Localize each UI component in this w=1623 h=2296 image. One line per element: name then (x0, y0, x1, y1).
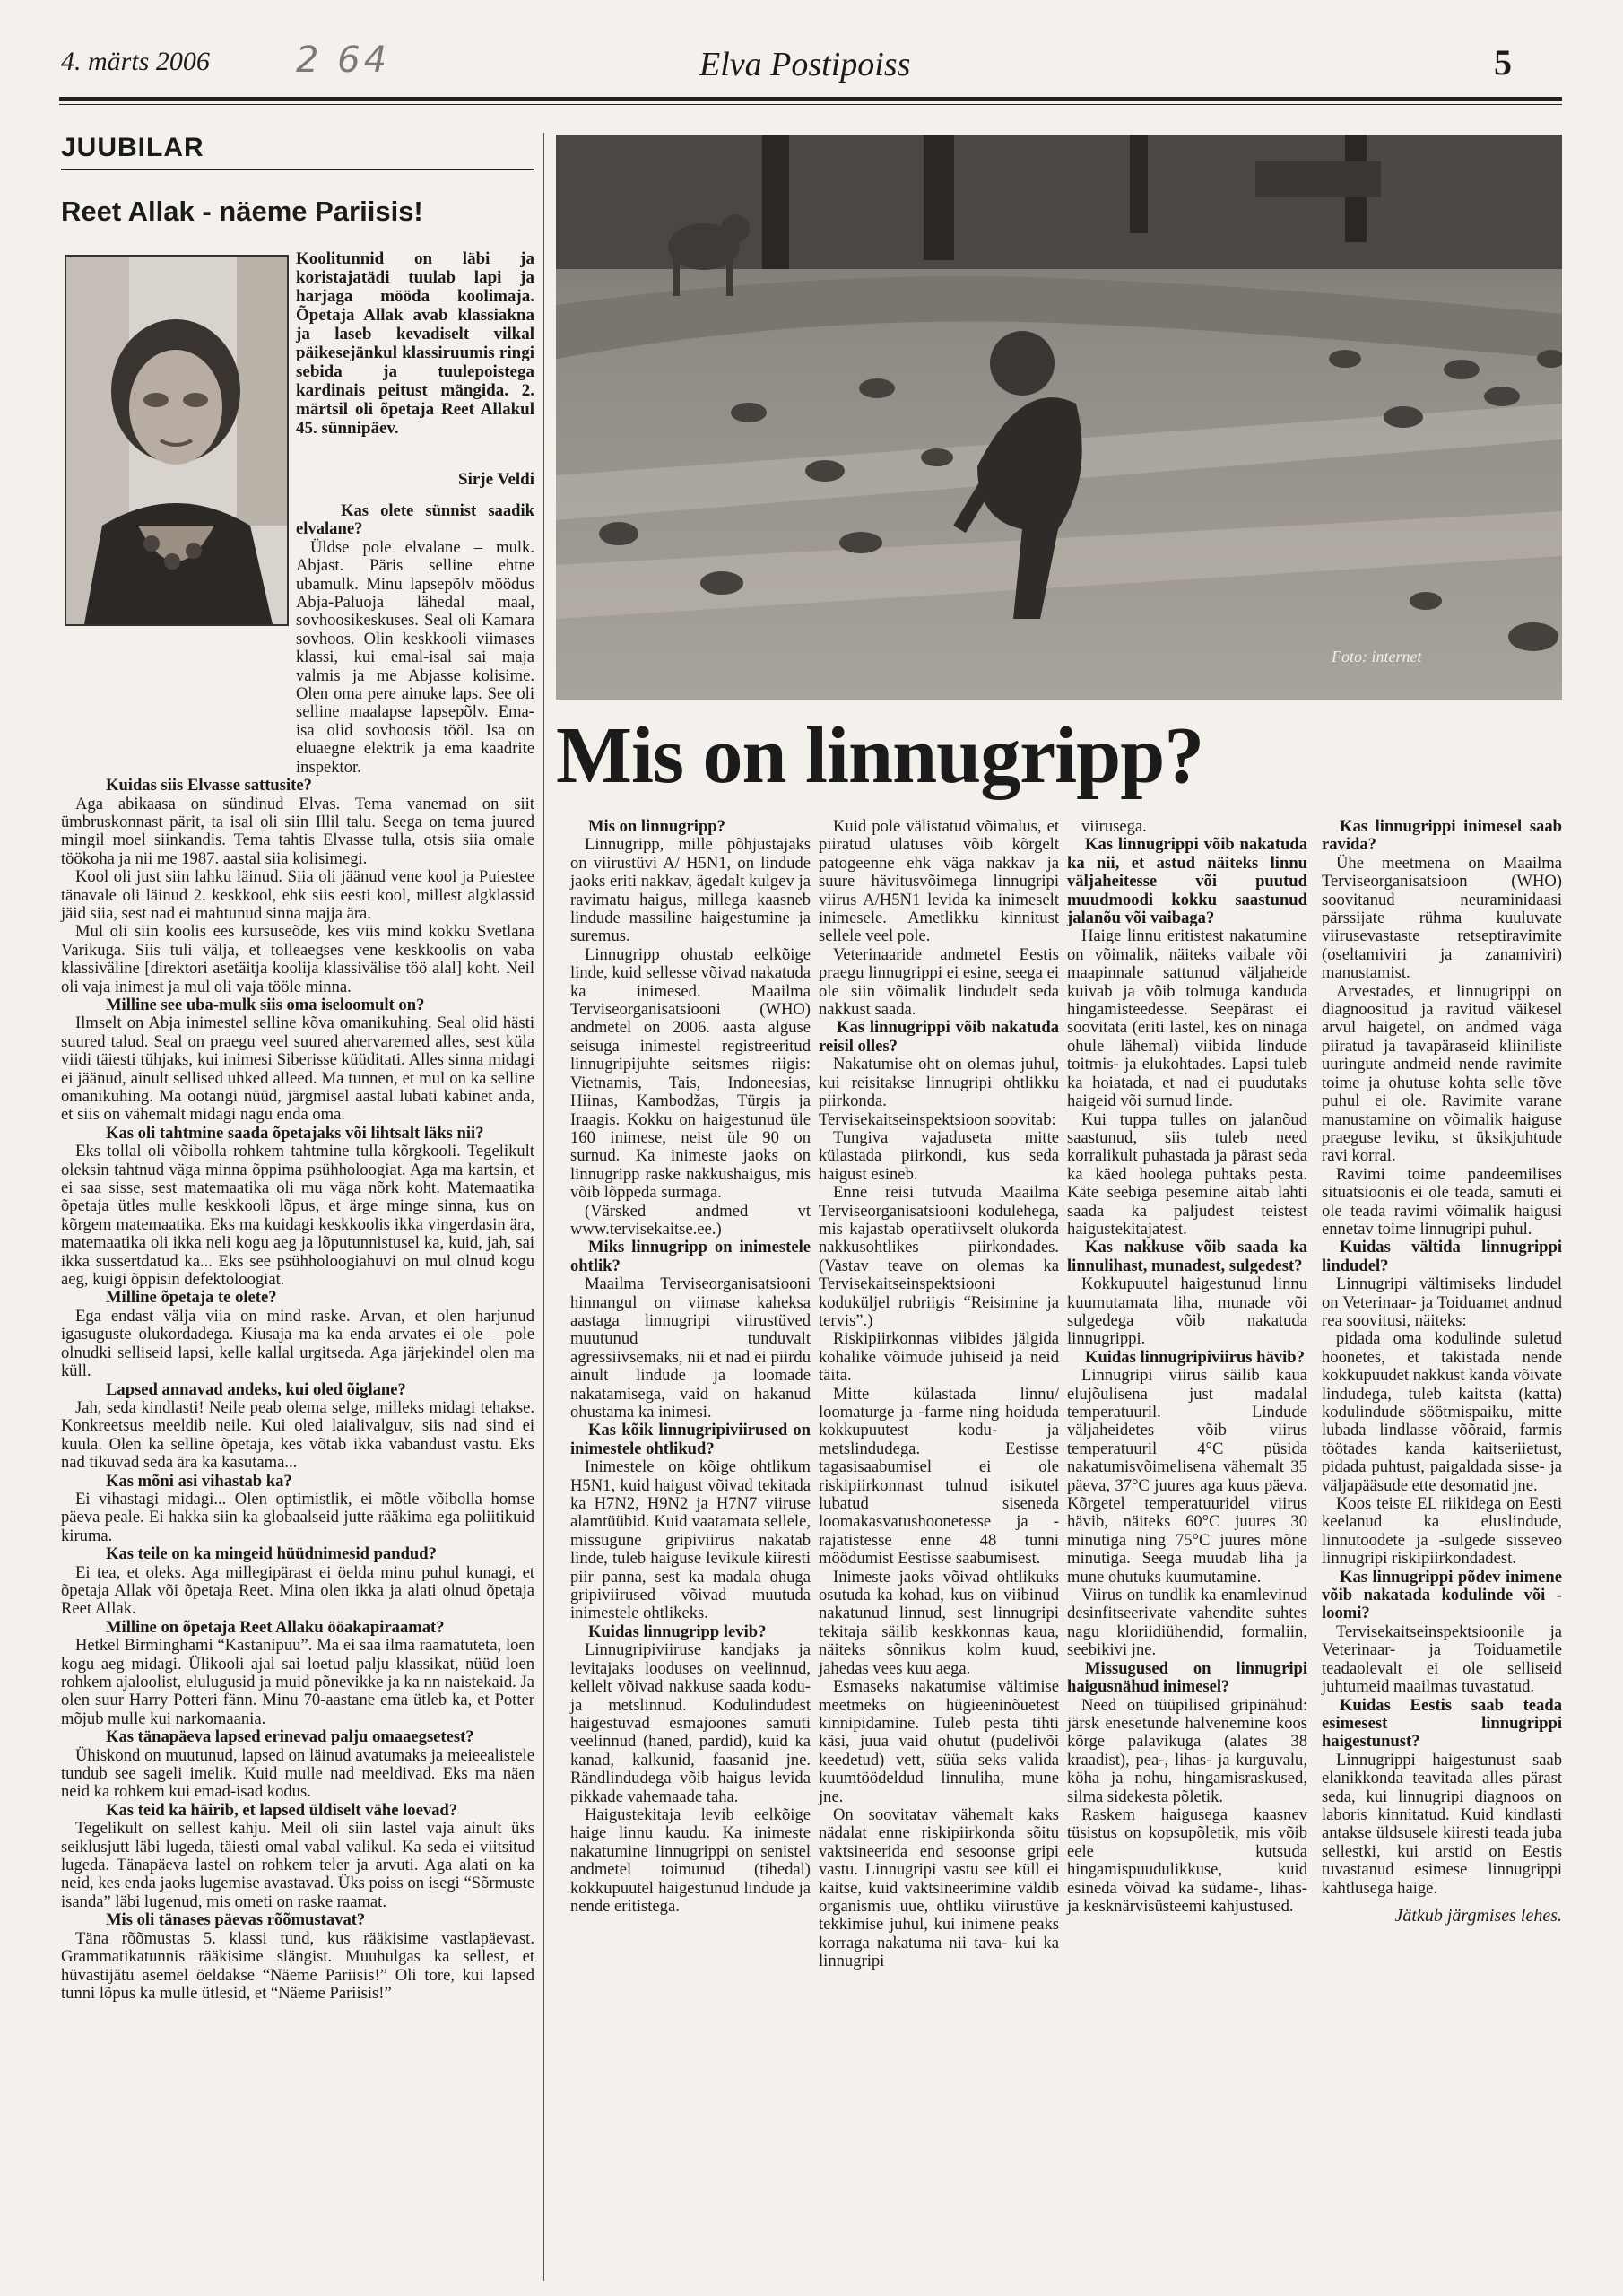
article-paragraph: viirusega. (1081, 817, 1147, 836)
interview-answer: Kool oli just siin lahku läinud. Siia oli jäänud vene kool ja Puiestee tänavale oli läinud 2. keskkool, ehk siis eesti kool, millest algklassid jäid siia, sest nad ei mahtunud sinna majja ära. (61, 867, 534, 923)
article-paragraph: Esmaseks nakatumise vältimise meetmeks on hügieeninõuetest kinnipidamine. Tuleb pesta tihti käsi, juua vaid ohutut (pudelivõi keedetud) vett, süüa seks valida kuumtöödeldud linnuliha, mune jne. (819, 1677, 1059, 1806)
pigeons-photo-icon (556, 135, 1562, 700)
article-paragraph: Mitte külastada linnu/ loomaturge ja -farme ning hoiduda kokkupuutest kodu- ja metslindudega. Eestisse tagasisaabumisel ei ole riskipiirkonnast tulnud isikutel lubatud sisenedа loomakasvatushoonetesse ja -rajatistesse enne 48 tunni möödumist Eestisse saabumisest. (819, 1384, 1059, 1569)
article-subheading: Mis on linnugripp? (588, 817, 725, 836)
section-rule (61, 169, 534, 170)
article-paragraph: On soovitatav vähemalt kaks nädalat enne riskipiirkonda sõitu vaktsineerida end sesoonse gripi vastu. Linnugripi vastu see küll ei kaitse, kuid vaktsineerimine väldib organismis uue, ohtliku viirustüve tekkimise juhul, kui inimene peaks korraga nakatuma nii tava- kui ka linnugripi (819, 1805, 1059, 1971)
article-column-2 (819, 818, 1059, 1971)
article-paragraph: Raskem haigusega kaasnev tüsistus on kopsupõletik, mis võib eele kutsuda hingamispuudulikkuse, kuid esineda võivad ka südame-, lihas- ja kesknärvisüsteemi kahjustused. (1067, 1805, 1307, 1916)
interview-answer: Ilmselt on Abja inimestel selline kõva omanikuhing. Seal olid hästi suured talud. Seal on praegu veel suured ahervaremed alles, sest küla viidi täiesti tühjaks, kui inimesi Siberisse küüditati. Alles sinna midagi ei jäänud, ainult sellised uhked alleed. Ma tunnen, et mul on ka selline omanikuhing. Ma ootangi nüüd, järgmisel aastal lubati kabinet anda, et siis on vähemalt midagi nagu enda oma. (61, 1013, 534, 1125)
interview-answer: Eks tollal oli võibolla rohkem tahtmine tulla kõrgkooli. Tegelikult oleksin tahtnud väga minna õppima psühholoogiat. Aga ma kartsin, et ei saa sisse, sest matemaatika oli mu väga nõrk koht. Matemaatika õpetaja ütles mulle keskkooli lõpus, et ärge minge sinna, kus on kõrgem matemaatika. Eks ma kuidagi keskkoolis ikka vingerdasin ära, matemaatika oli ikka neli kogu aeg ja lõputunnistusel ka, kuid, jah, sai ikka sussertdatud ka... Eks see psühholoogiahuvi on mul olnud kogu aeg, kuigi õppisin defektoloogiat. (61, 1142, 534, 1290)
article-subheading: Kuidas vältida linnugrippi lindudel? (1322, 1238, 1562, 1275)
article-paragraph: pidada oma kodulinde suletud hoonetes, et takistada nende kokkupuudet nakkust kanda võivate lindudega, tuleb kaitsta (katta) kodulindude söötmispaiku, mitte lubada lindlasse võõraid, farmis töötades kanda kaitseriietust, pidada puhtust, paigaldada sisse- ja väljapääsude ette desomatid jne. (1322, 1329, 1563, 1495)
article-column-1 (570, 818, 811, 1916)
article-paragraph: Inimeste jaoks võivad ohtlikuks osutuda ka kohad, kus on viibinud nakatunud linnud, sest linnugripi tekitaja säilib keskkonnas kaua, näiteks sõnnikus kolm kuud, jahedas vees kuu aega. (819, 1567, 1059, 1678)
photo-credit: Foto: internet (1332, 648, 1422, 665)
article-subheading: Kas kõik linnugripiviirused on inimestele ohtlikud? (570, 1421, 811, 1458)
article-subheading: Kas linnugrippi võib nakatuda reisil olles? (819, 1018, 1059, 1056)
column-divider (543, 133, 544, 2281)
article-paragraph: Viirus on tundlik ka enamlevinud desinfitseerivate vahendite suhtes nagu kloriidiühendid, formaliin, seebikivi jne. (1067, 1586, 1307, 1660)
article-paragraph: Ravimi toime pandeemilises situatsioonis ei ole teada, samuti ei ole teada ravimi võimalik haigusi ennetav toime linnugripi puhul. (1322, 1164, 1562, 1239)
article-paragraph: Haige linnu eritistest nakatumine on võimalik, näiteks vaibale või maapinnale sattunud väljaheide kuivab ja võib tolmuga kandudа hingamisteedesse. Seepärast ei soovitata (eriti lastel, kes on ninaga ohule lähemal) viibida lindude toitmis- ja elukohtades. Lapsi tuleb ka hoiatada, et nad ei puudutaks haigeid või surnud linde. (1067, 926, 1307, 1111)
interview-answer: Ei vihastagi midagi... Olen optimistlik, ei mõtle võibolla homse päeva peale. Ei hakka siin ka globaalseid jutte rääkima ega poliitikuid kiruma. (61, 1489, 534, 1545)
article-paragraph: Maailma Terviseorganisatsiooni hinnangul on viimase kaheksa aastaga linnugripi viirustüved muutunud tunduvalt agressiivsemaks, nii et nad ei piirdu ainult lindude ja loomade nakatamisega, vaid on hakanud ohustama ka inimesi. (570, 1274, 811, 1422)
interview-question: Kas mõni asi vihastab ka? (106, 1471, 292, 1491)
article-paragraph: Linnugripi viirus säilib kaua elujõulisena just madalal temperatuuril. Lindude väljaheidetes võib viirus temperatuuril 4°C püsida nakatumisvõimelisena vähemalt 35 päeva, 37°C juures aga kuus päeva. Kõrgetel temperatuuridel viirus hävib, näiteks 60°C juures 30 minutiga ning 75°C juures mõne minutiga. Seega muudab liha ja mune ohutuks kuumutamine. (1067, 1366, 1307, 1587)
interview-question: Kuidas siis Elvasse sattusite? (106, 776, 312, 796)
article-paragraph: Koos teiste EL riikidega on Eesti keelanud ka eluslindude, linnutoodete ja -sulgede sisseveo linnugripi riskipiirkondadest. (1322, 1494, 1562, 1569)
handwritten-note: 2 64 (296, 39, 391, 81)
article-paragraph: Inimestele on kõige ohtlikum H5N1, kuid haigust võivad tekitada ka H7N2, H9N2 ja H7N7 viiruse alamtüübid. Kuid vaatamata sellele, missugune gripiviirus nakatab linde, tuleb haiguse levikule kiiresti piir panna, sest ka madala ohuga gripiviirused võivad muutuda inimestele ohtlikeks. (570, 1457, 811, 1623)
article-paragraph: Kuid pole välistatud võimalus, et piiratud ulatuses võib kõrgelt patogeenne ehk väga nakkav ja suure hävitusvõimega linnugripi viirus A/H5N1 levida ka inimeselt inimesele. Ametlikku kinnitust sellele veel pole. (819, 817, 1059, 946)
article-subheading: Kas linnugrippi inimesel saab ravida? (1322, 817, 1562, 855)
article-paragraph: Tungiva vajaduseta mitte külastada piirkondi, kus seda haigust esineb. (819, 1127, 1059, 1184)
article-paragraph: Kui tuppa tulles on jalanõud saastunud, siis tuleb need korralikult puhastada ja pärast seda ka käed hoolega puhtaks pesta. Käte seebiga pesemine aitab lahti saada ka paljudest teistest haigustekitajatest. (1067, 1109, 1307, 1239)
article-subheading: Kas linnugrippi võib nakatuda ka nii, et astud näiteks linnu väljaheitesse või puutud muudmoodi kokku saastunud jalanõu või vaibaga? (1067, 835, 1307, 928)
article-paragraph: Need on tüüpilised gripinähud: järsk enesetunde halvenemine koos kõrge palavikuga (alates 38 kraadist), pea-, lihas- ja kurguvalu, köha ja nohu, hingamisraskused, silma sidekesta põletik. (1067, 1695, 1307, 1806)
article-subheading: Kuidas linnugripp levib? (588, 1622, 767, 1641)
interview-question: Milline on õpetaja Reet Allaku ööakapiraamat? (106, 1617, 445, 1637)
article-paragraph: Linnugripi vältimiseks lindudel on Veterinaar- ja Toiduamet andnud rea soovitusi, näiteks: (1322, 1274, 1562, 1330)
interview-answer: Ega endast välja viia on mind raske. Arvan, et olen harjunud igasuguste olukordadega. Kiusaja ma ka enda arvates ei ole – pole olnudki selliseid lapsi, kelle kallal urgitseda. Aga järjekindel olen ma küll. (61, 1306, 534, 1381)
page-number: 5 (1494, 42, 1512, 83)
interview-question: Kas teile on ka mingeid hüüdnimesid pandud? (106, 1544, 437, 1564)
interview-headline: Reet Allak - näeme Pariisis! (61, 196, 423, 227)
article-paragraph: Tervisekaitseinspektsioonile ja Veterinaar- ja Toiduametile teadaolevalt ei ole selliseid juhtumeid maailmas tuvastatud. (1322, 1622, 1562, 1697)
article-paragraph: Haigustekitaja levib eelkõige haige linnu kaudu. Ka inimeste nakatumine linnugrippi on senistel andmetel toimunud (tihedal) kokkupuutel haigestunud lindude ja nende eritistega. (570, 1805, 811, 1916)
article-paragraph: Veterinaaride andmetel Eestis praegu linnugrippi ei esine, seega ei ole siin võimalik lindudelt seda nakkust saada. (819, 944, 1059, 1020)
article-paragraph: (Värsked andmed vt www.tervisekaitse.ee.) (570, 1201, 811, 1239)
interview-answer: Ühiskond on muutunud, lapsed on läinud avatumaks ja meieealistele tundub see sageli imelik. Kuid mulle nad meeldivad. Eks ma näen neid ka rohkem kui emad-isad kodus. (61, 1745, 534, 1802)
author-byline: Sirje Veldi (458, 470, 534, 489)
article-subheading: Kuidas Eestis saab teada esimesest linnugrippi haigestunust? (1322, 1695, 1562, 1752)
article-paragraph: Linnugripiviiruse kandjaks ja levitajaks looduses on veelinnud, kellelt võivad nakkuse saada kodu- ja metslinnud. Kodulindudest haigestuvad esmajoones samuti veelinnud (haned, pardid), kuid ka kanad, kalkunid, faasanid jne. Rändlindudega võib haigus levida pikkade vahemaade taha. (570, 1640, 811, 1806)
continuation-note: Jätkub järgmises lehes. (1394, 1905, 1562, 1926)
article-paragraph: Nakatumise oht on olemas juhul, kui reisitakse linnugripi ohtlikku piirkonda. Tervisekaitseinspektsioon soovitab: (819, 1055, 1059, 1129)
article-paragraph: Ühe meetmena on Maailma Terviseorganisatsioon (WHO) soovitanud neuraminidaasi pärssijate rühma kuuluvate viirusevastaste retseptiravimite (oseltamiviri ja zanamiviri) manustamist. (1322, 853, 1562, 983)
article-headline: Mis on linnugripp? (556, 711, 1204, 800)
interview-question: Kas tänapäeva lapsed erinevad palju omaaegsetest? (106, 1727, 474, 1747)
interview-question: Milline see uba-mulk siis oma iseloomult on? (106, 995, 425, 1014)
article-subheading: Miks linnugripp on inimestele ohtlik? (570, 1238, 811, 1275)
interview-question: Milline õpetaja te olete? (106, 1288, 277, 1308)
interview-answer: Täna rõõmustas 5. klassi tund, kus rääkisime vastlapäevast. Grammatikatunnis rääkisime slängist. Muuhulgas ka sellest, et hüvastijätu asemel öeldakse “Näeme Pariisis!” Oli tore, kui lapsed tunni lõpus ka mulle ütlesid, et “Näeme Pariisis!” (61, 1928, 534, 2003)
interview-answer: Jah, seda kindlasti! Neile peab olema selge, milleks midagi tehakse. Konkreetsus meeldib neile. Kui oled laialivalguv, siis nad sind ei kuula. Olen ka selline õpetaja, kes võtab ikka vabandust vastu. Eks nad tikuvad seda ära ka kasutama... (61, 1397, 534, 1473)
article-paragraph: Arvestades, et linnugrippi on diagnoositud ja ravitud väikesel arvul haigetel, on andmed väga piiratud ja tavapäraseid kliiniliste uuringute andmeid nende ravimite toime ja ohutuse kohta selle tõve puhul ei ole. Ravimite varane manustamine on võimalik haiguse praeguse leviku, st üksikjuhtude ravi korral. (1322, 981, 1562, 1166)
article-subheading: Kas linnugrippi põdev inimene võib nakatada kodulinde või -loomi? (1322, 1567, 1562, 1623)
interview-question: Kas teid ka häirib, et lapsed üldiselt vähe loevad? (106, 1800, 458, 1820)
article-subheading: Missugused on linnugripi haigusnähud inimesel? (1067, 1658, 1307, 1697)
interview-question: Kas olete sünnist saadik elvalane? (296, 501, 534, 539)
newspaper-title: Elva Postipoiss (699, 46, 911, 83)
interview-lead: Koolitunnid on läbi ja koristajatädi tuulab lapi ja harjaga mööda koolimaja. Õpetaja Allak avab klassiakna ja laseb kevadiselt vilkal päikesejänkul klassiruumis ringi sebida ja tuulepoistega kardinais peitust mängida. 2. märtsil oli õpetaja Reet Allakul 45. sünnipäev. (296, 249, 534, 438)
interview-question: Mis oli tänases päevas rõõmustavat? (106, 1910, 366, 1930)
article-column-3 (1067, 818, 1307, 1916)
article-paragraph: Kokkupuutel haigestunud linnu kuumutamata liha, munade või sulgedega võib nakatuda linnugrippi. (1067, 1274, 1307, 1349)
interview-answer: Hetkel Birminghami “Kastanipuu”. Ma ei saa ilma raamatuteta, loen kogu aeg midagi. Ülikooli ajal sai loetud palju klassikat, nüüd loen rohkem ajaloolist, elulugusid ja muid põnevikke ja ka nn naistekaid. Ja olen suur Harry Potteri fänn. Minu 70-aastane ema ütleb ka, et Potter mõjub mulle kui narkomaania. (61, 1636, 534, 1728)
article-subheading: Kas nakkuse võib saada ka linnulihast, munadest, sulgedest? (1067, 1238, 1307, 1275)
interview-answer: Ei tea, et oleks. Aga millegipärast ei öelda minu puhul kunagi, et õpetaja Allak või õpetaja Reet. Mina olen ikka ja alati olnud õpetaja Reet Allak. (61, 1562, 534, 1619)
article-subheading: Kuidas linnugripiviirus hävib? (1085, 1347, 1305, 1367)
interview-answer: Tegelikult on sellest kahju. Meil oli siin lastel vaja ainult üks seiklusjutt läbi lugeda, täiesti omal vabal valikul. Ka seda ei viitsitud lugeda. Tänapäeva lastel on rohkem teler ja arvuti. Aga alati on ka neid, kes enda jaoks lugemise avastavad. Üks poiss on isegi “Sõrmuste isanda” läbi lugenud, mis ometi on raske raamat. (61, 1819, 534, 1911)
article-paragraph: Linnugrippi haigestunust saab elanikkonda teavitada alles pärast seda, kui linnugripi diagnoos on laboris kinnitatud. Kuid kindlasti antakse üldsusele kiiresti teada juba sellestki, kui arstid on Eestis tuvastanud esimese linnugrippi kahtlusega haige. (1322, 1750, 1562, 1898)
interview-answer: Üldse pole elvalane – mulk. Abjast. Päris selline ehtne ubamulk. Minu lapsepõlv möödus Abja-Paluoja lähedal maal, sovhoosikeskuses. Seal oli Kamara sovhoos. Olin keskkooli viimases klassi, kui emal-isal sai maja valmis ja me Abjasse kolisime. Olen oma pere ainuke laps. See oli selline maalapse lapsepõlv. Ema-isa olid sovhoosis tööl. Isa on eluaegne elektrik ja ema kaadrite inspektor. (296, 537, 534, 777)
issue-date: 4. märts 2006 (61, 47, 210, 76)
interview-text (61, 502, 534, 2003)
interview-answer: Mul oli siin koolis ees kursuseõde, kes viis mind kokku Svetlana Varikuga. Siis tuli välja, et tolleaegses vene keskkoolis on vaba klassiväline [direktori asetäitja koolija klassivälise töö alal] koht. Neil oli vaja inimest ja mul oli vaja tööle minna. (61, 922, 534, 996)
park-photo (556, 135, 1562, 700)
interview-answer: Aga abikaasa on sündinud Elvas. Tema vanemad on siit ümbruskonnast pärit, ta isal oli siin Illil talu. Seega on tema juured mingil moel siinkandis. Tema tahtis Elvasse tulla, otsis siia omale töökoha ja nii me 1987. aastal siia kolisimegi. (61, 794, 534, 868)
header-rule-thin (59, 104, 1562, 105)
interview-question: Lapsed annavad andeks, kui oled õiglane? (106, 1379, 406, 1399)
interview-question: Kas oli tahtmine saada õpetajaks või lihtsalt läks nii? (106, 1123, 484, 1143)
article-paragraph: Linnugripp, mille põhjustajaks on viirustüvi A/ H5N1, on lindude jaoks eriti nakkav, ägedalt kulgev ja ravimatu haigus, millega kaasneb lindude massiline haigestumine ja suremus. (570, 835, 811, 946)
article-paragraph: Linnugripp ohustab eelkõige linde, kuid sellesse võivad nakatuda ka inimesed. Maailma Terviseorganisatsiooni (WHO) andmetel on 2006. aasta alguse seisuga inimestel registreeritud linnugripijuhte seitsmes riigis: Vietnamis, Tais, Indoneesias, Hiinas, Kambodžas, Türgis ja Iraagis. Kokku on haigestunud üle 160 inimese, neist üle 90 on surnud. Ka inimeste jaoks on linnugripp raske nakkushaigus, mis võib lõppeda surmaga. (570, 944, 811, 1203)
article-column-4 (1322, 818, 1562, 1925)
header-rule (59, 97, 1562, 101)
section-label: JUUBILAR (61, 133, 204, 162)
article-paragraph: Riskipiirkonnas viibides jälgida kohalike võimude juhiseid ja neid täita. (819, 1329, 1059, 1386)
article-paragraph: Enne reisi tutvuda Maailma Terviseorganisatsiooni kodulehega, mis kajastab operatiivselt olukorda nakkusohtlikes piirkondades. (Vastav teave on olemas ka Tervisekaitseinspektsiooni koduküljel rubriigis “Reisimine ja tervis”.) (819, 1183, 1059, 1330)
